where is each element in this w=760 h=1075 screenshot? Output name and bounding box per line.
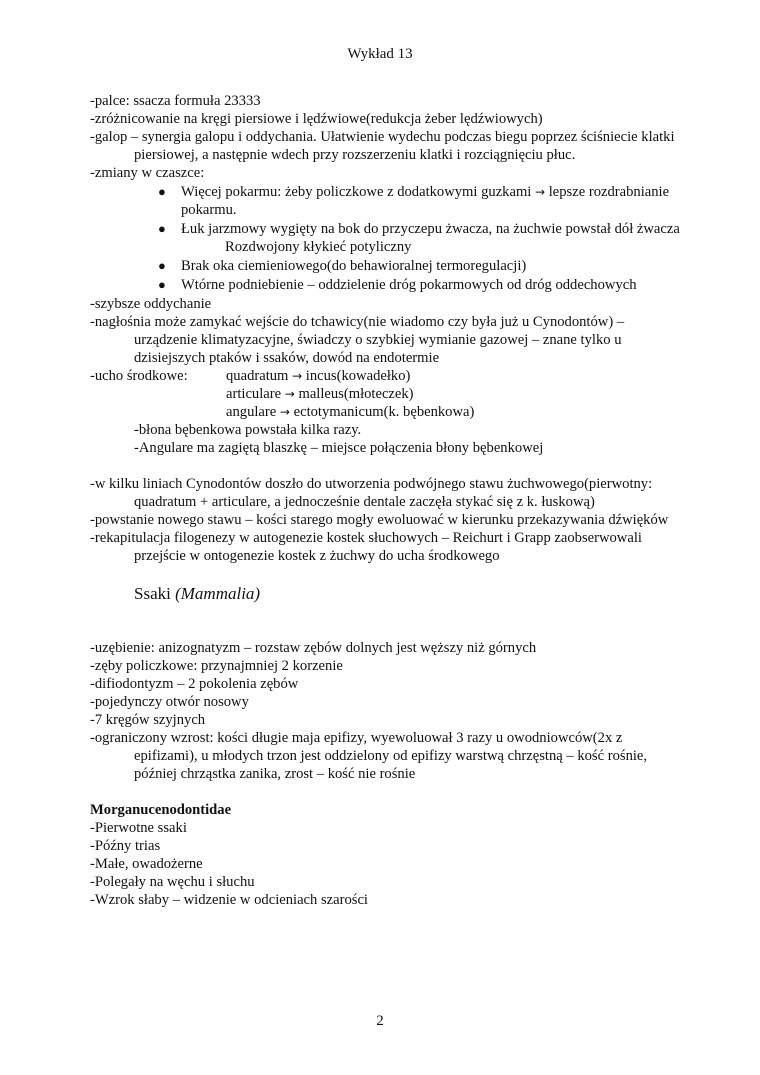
section-heading-mammals: Ssaki (Mammalia) — [134, 584, 261, 603]
text-line: -Późny trias — [90, 838, 161, 854]
ear-bone-mapping — [226, 367, 474, 421]
arrow-right-icon: → — [535, 185, 546, 199]
list-item: ● Łuk jarzmowy wygięty na bok do przyczepu żwacza, na żuchwie powstał dół żwaczaRozdwojony kłykieć potyliczny — [158, 221, 680, 255]
arrow-right-icon: → — [292, 369, 303, 383]
text-line: -Wzrok słaby – widzenie w odcieniach szarości — [90, 892, 368, 908]
section-heading-morganucodontidae: Morganucenodontidae — [90, 802, 232, 818]
text-line: -ograniczony wzrost: kości długie maja epifizy, wyewoluował 3 razy u owodniowców(2x z epifizami), u młodych trzon jest oddzielony od epifizy warstwą chrzęstną – kość rośnie, później chrząstka zanika, zrost – kość nie rośnie — [90, 730, 648, 782]
text-line: -powstanie nowego stawu – kości starego mogły ewoluować w kierunku przekazywania dźwięków — [90, 512, 669, 528]
text-line: -zmiany w czaszce: — [90, 165, 205, 181]
text-line: -7 kręgów szyjnych — [90, 712, 206, 728]
list-item: ● Wtórne podniebienie – oddzielenie dróg pokarmowych od dróg oddechowych — [158, 277, 637, 293]
page-number: 2 — [376, 1013, 384, 1029]
text-line: -zróżnicowanie na kręgi piersiowe i lędźwiowe(redukcja żeber lędźwiowych) — [90, 111, 543, 127]
text-line: -zęby policzkowe: przynajmniej 2 korzenie — [90, 658, 343, 674]
text-line: -Małe, owadożerne — [90, 856, 203, 872]
bullet-icon: ● — [158, 184, 166, 199]
text-line: -galop – synergia galopu i oddychania. Ułatwienie wydechu podczas biegu poprzez ściśniecie klatki piersiowej, a następnie wdech przy rozszerzeniu klatki i rozciągnięciu płuc. — [90, 129, 675, 163]
text-line: -Polegały na węchu i słuchu — [90, 874, 255, 890]
middle-ear-label: -ucho środkowe: — [90, 368, 188, 384]
bullet-icon: ● — [158, 221, 166, 236]
page-content — [90, 92, 680, 909]
text-line: -palce: ssacza formuła 23333 — [90, 93, 261, 109]
list-item: ● Brak oka ciemieniowego(do behawioralnej termoregulacji) — [158, 258, 527, 274]
arrow-right-icon: → — [279, 405, 290, 419]
ear-row: angulare → ectotymanicum(k. bębenkowa) — [226, 404, 475, 420]
ear-row: articulare → malleus(młoteczek) — [226, 386, 414, 402]
bullet-icon: ● — [158, 258, 166, 273]
skull-changes-list — [90, 183, 680, 294]
text-line: -pojedynczy otwór nosowy — [90, 694, 249, 710]
text-line: -uzębienie: anizognatyzm – rozstaw zębów dolnych jest węższy niż górnych — [90, 640, 537, 656]
list-item: ● Więcej pokarmu: żeby policzkowe z dodatkowymi guzkami → lepsze rozdrabnianie pokarmu. — [158, 184, 670, 218]
text-line: -Pierwotne ssaki — [90, 820, 187, 836]
text-line: -szybsze oddychanie — [90, 296, 212, 312]
text-line: -Angulare ma zagiętą blaszkę – miejsce połączenia błony bębenkowej — [134, 440, 544, 456]
text-line: -nagłośnia może zamykać wejście do tchawicy(nie wiadomo czy była już u Cynodontów) – urządzenie klimatyzacyjne, świadczy o szybkiej wymianie gazowej – znane tylko u dzisiejszych ptaków i ssaków, dowód na endotermie — [90, 314, 625, 366]
text-line: -błona bębenkowa powstała kilka razy. — [134, 422, 362, 438]
text-line: -difiodontyzm – 2 pokolenia zębów — [90, 676, 299, 692]
text-line: -rekapitulacja filogenezy w autogenezie kostek słuchowych – Reichurt i Grapp zaobserwowali przejście w ontogenezie kostek z żuchwy do ucha środkowego — [90, 530, 642, 564]
ear-row: quadratum → incus(kowadełko) — [226, 368, 411, 384]
bullet-icon: ● — [158, 277, 166, 292]
arrow-right-icon: → — [284, 387, 295, 401]
text-line: -w kilku liniach Cynodontów doszło do utworzenia podwójnego stawu żuchwowego(pierwotny: quadratum + articulare, a jednocześnie dentale zaczęła stykać się z k. łuskową) — [90, 476, 653, 510]
middle-ear-block — [90, 367, 680, 421]
page-header: Wykład 13 — [347, 46, 413, 62]
